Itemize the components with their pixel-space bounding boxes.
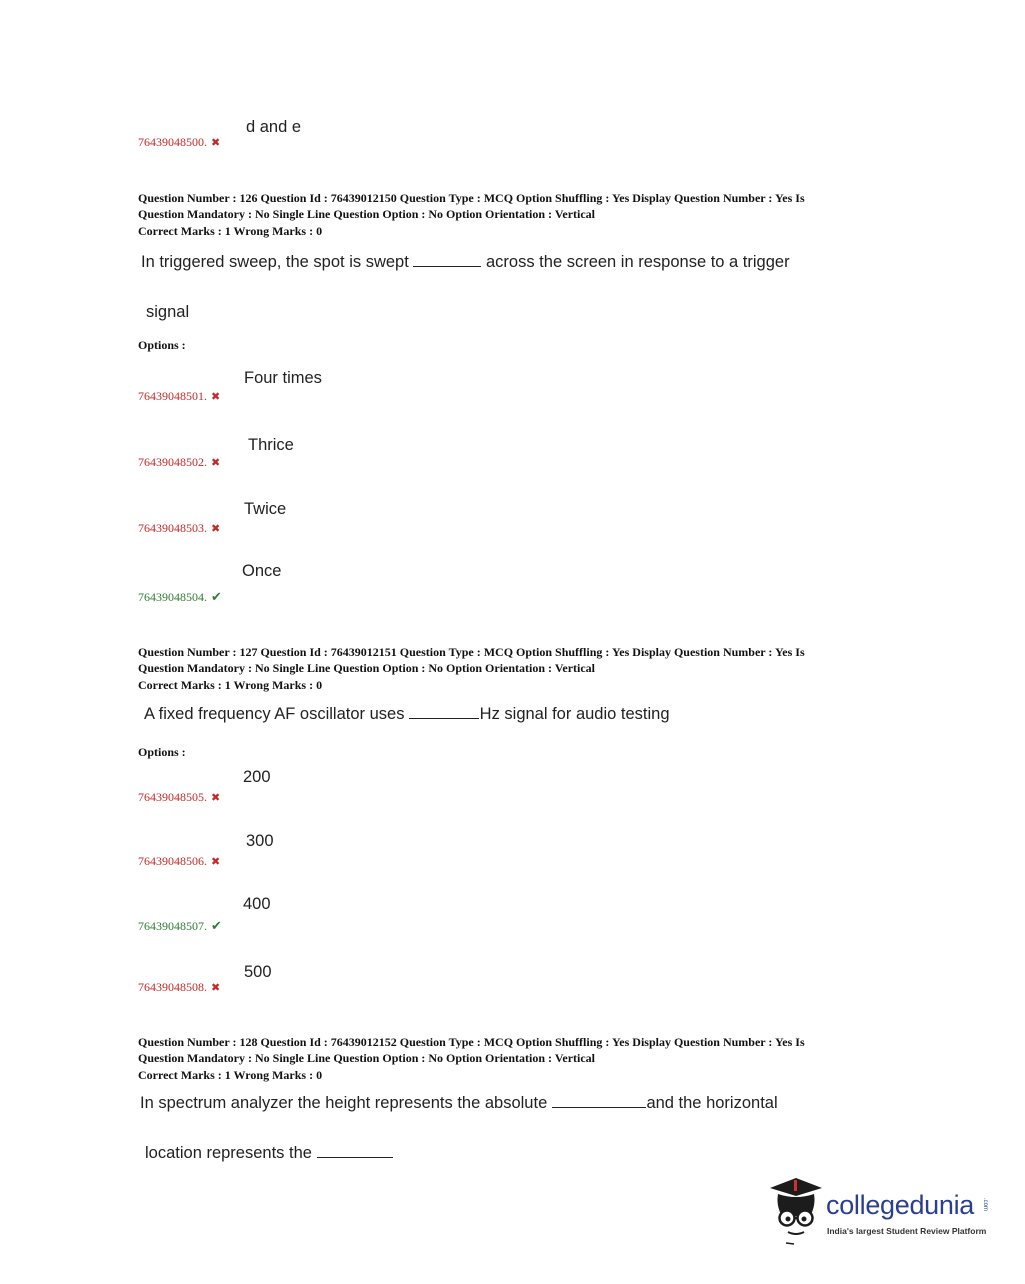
option-id [138,854,220,869]
question-text [144,704,670,724]
option-text: Four times [244,369,322,387]
question-meta-line1: Question Number : 128 Question Id : 76439012152 Question Type : MCQ Option Shuffling : Yes Display Question Number : Yes Is [138,1035,805,1049]
option-text: Twice [244,500,287,518]
question-meta-line1: Question Number : 126 Question Id : 76439012150 Question Type : MCQ Option Shuffling : Yes Display Question Number : Yes Is [138,191,805,205]
answer-blank [317,1143,393,1158]
option-id [138,455,220,470]
question-marks: Correct Marks : 1 Wrong Marks : 0 [138,1068,323,1082]
answer-blank [413,252,481,267]
option-id-label: 76439048503. [138,521,207,535]
option-id [138,980,220,995]
question-marks: Correct Marks : 1 Wrong Marks : 0 [138,224,323,238]
question-meta-line2: Question Mandatory : No Single Line Question Option : No Option Orientation : Vertical [138,206,596,221]
option-id [138,918,222,934]
question-marks: Correct Marks : 1 Wrong Marks : 0 [138,678,323,692]
cross-icon: ✖ [211,523,221,535]
option-id [138,589,222,605]
cross-icon: ✖ [211,856,221,868]
question-text-line2-label: location represents the [145,1144,312,1162]
question-text-part1: In triggered sweep, the spot is swept [141,253,409,271]
option-text: Thrice [248,436,294,454]
collegedunia-logo [766,1176,992,1246]
question-text-part2: Hz signal for audio testing [479,705,670,723]
question-text-line2: signal [146,303,190,321]
option-id-label: 76439048500. [138,135,207,149]
option-id [138,521,220,536]
question-meta [138,191,805,240]
option-id-label: 76439048502. [138,455,207,469]
check-icon: ✔ [211,918,222,933]
option-text: 400 [243,895,271,913]
cross-icon: ✖ [211,137,221,149]
logo-wordmark: collegedunia [826,1190,975,1220]
option-text: d and e [246,118,302,136]
answer-blank [409,704,479,719]
option-id-label: 76439048501. [138,389,207,403]
question-text-part1: In spectrum analyzer the height represents the absolute [140,1094,548,1112]
option-text: Once [242,562,282,580]
option-id-label: 76439048505. [138,790,207,804]
cross-icon: ✖ [211,457,221,469]
option-id-label: 76439048506. [138,854,207,868]
answer-blank [552,1093,646,1108]
option-id [138,135,220,150]
option-id [138,790,220,805]
question-text-line2 [145,1143,393,1163]
student-mascot-icon [766,1176,826,1246]
check-icon: ✔ [211,589,222,604]
option-id-label: 76439048508. [138,980,207,994]
question-meta [138,1035,805,1084]
cross-icon: ✖ [211,982,221,994]
question-text [140,1093,778,1113]
question-text-part2: and the horizontal [646,1094,778,1112]
options-label: Options : [138,338,186,352]
question-text [141,252,790,272]
option-text: 300 [246,832,274,850]
question-text-part2: across the screen in response to a trigger [486,253,790,271]
cross-icon: ✖ [211,792,221,804]
question-meta-line2: Question Mandatory : No Single Line Question Option : No Option Orientation : Vertical [138,1050,596,1065]
option-id [138,389,220,404]
question-meta-line2: Question Mandatory : No Single Line Question Option : No Option Orientation : Vertical [138,660,596,675]
logo-com-suffix: .com [982,1198,988,1212]
option-text: 200 [243,768,271,786]
cross-icon: ✖ [211,391,221,403]
option-text: 500 [244,963,272,981]
option-id-label: 76439048507. [138,919,207,933]
question-meta [138,645,805,694]
question-text-part1: A fixed frequency AF oscillator uses [144,705,405,723]
logo-tagline: India's largest Student Review Platform [827,1226,987,1236]
question-meta-line1: Question Number : 127 Question Id : 76439012151 Question Type : MCQ Option Shuffling : Yes Display Question Number : Yes Is [138,645,805,659]
option-id-label: 76439048504. [138,590,207,604]
options-label: Options : [138,745,186,759]
